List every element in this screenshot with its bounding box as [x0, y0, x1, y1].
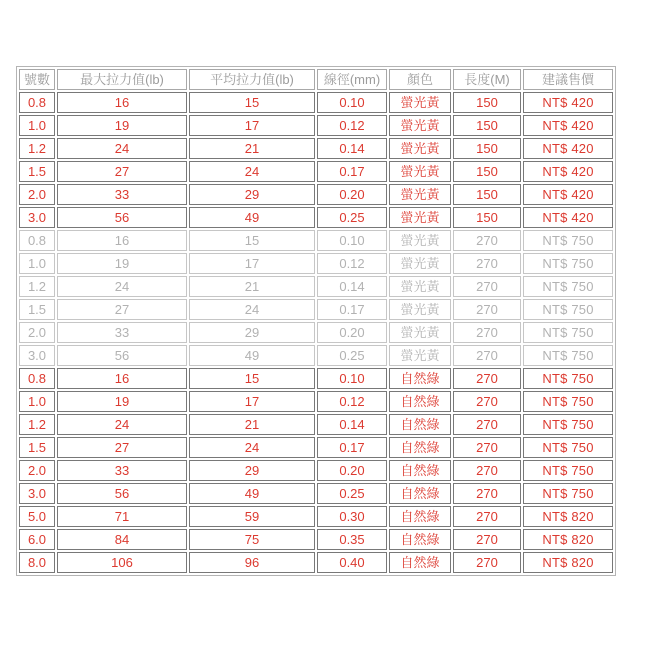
cell-price: NT$ 420 [523, 161, 613, 182]
cell-avg-strength: 24 [189, 437, 315, 458]
cell-diameter: 0.25 [317, 207, 387, 228]
cell-price: NT$ 750 [523, 322, 613, 343]
table-row [19, 345, 613, 366]
table-row [19, 506, 613, 527]
cell-diameter: 0.14 [317, 138, 387, 159]
cell-diameter: 0.14 [317, 414, 387, 435]
cell-color: 自然綠 [389, 552, 451, 573]
cell-length: 270 [453, 437, 521, 458]
cell-price: NT$ 750 [523, 230, 613, 251]
cell-color: 螢光黃 [389, 299, 451, 320]
cell-length: 270 [453, 253, 521, 274]
cell-max-strength: 16 [57, 368, 187, 389]
cell-price: NT$ 750 [523, 414, 613, 435]
table-row [19, 437, 613, 458]
cell-avg-strength: 21 [189, 138, 315, 159]
cell-size: 3.0 [19, 207, 55, 228]
cell-color: 螢光黃 [389, 184, 451, 205]
cell-color: 螢光黃 [389, 161, 451, 182]
cell-length: 270 [453, 230, 521, 251]
header-length: 長度(M) [453, 69, 521, 90]
cell-size: 1.2 [19, 138, 55, 159]
cell-max-strength: 56 [57, 345, 187, 366]
cell-avg-strength: 49 [189, 345, 315, 366]
cell-color: 自然綠 [389, 506, 451, 527]
cell-avg-strength: 96 [189, 552, 315, 573]
cell-size: 5.0 [19, 506, 55, 527]
cell-diameter: 0.20 [317, 460, 387, 481]
cell-avg-strength: 21 [189, 276, 315, 297]
cell-length: 150 [453, 207, 521, 228]
cell-size: 6.0 [19, 529, 55, 550]
cell-length: 270 [453, 460, 521, 481]
cell-size: 1.2 [19, 414, 55, 435]
cell-length: 270 [453, 322, 521, 343]
cell-price: NT$ 420 [523, 207, 613, 228]
cell-size: 1.0 [19, 253, 55, 274]
cell-diameter: 0.12 [317, 115, 387, 136]
cell-price: NT$ 820 [523, 506, 613, 527]
cell-length: 270 [453, 529, 521, 550]
table-row [19, 529, 613, 550]
cell-size: 2.0 [19, 184, 55, 205]
cell-avg-strength: 15 [189, 92, 315, 113]
cell-size: 2.0 [19, 322, 55, 343]
cell-size: 8.0 [19, 552, 55, 573]
cell-avg-strength: 17 [189, 115, 315, 136]
cell-avg-strength: 17 [189, 253, 315, 274]
table-row [19, 115, 613, 136]
cell-length: 270 [453, 345, 521, 366]
cell-diameter: 0.17 [317, 437, 387, 458]
cell-max-strength: 56 [57, 483, 187, 504]
cell-color: 螢光黃 [389, 230, 451, 251]
cell-price: NT$ 750 [523, 437, 613, 458]
cell-diameter: 0.17 [317, 299, 387, 320]
cell-size: 1.5 [19, 161, 55, 182]
cell-price: NT$ 750 [523, 391, 613, 412]
cell-avg-strength: 24 [189, 299, 315, 320]
table-row [19, 138, 613, 159]
cell-avg-strength: 29 [189, 184, 315, 205]
cell-color: 自然綠 [389, 391, 451, 412]
cell-color: 自然綠 [389, 437, 451, 458]
cell-length: 150 [453, 138, 521, 159]
cell-diameter: 0.20 [317, 322, 387, 343]
cell-color: 自然綠 [389, 529, 451, 550]
cell-price: NT$ 420 [523, 115, 613, 136]
table-row [19, 460, 613, 481]
table-row [19, 322, 613, 343]
cell-color: 螢光黃 [389, 138, 451, 159]
cell-diameter: 0.30 [317, 506, 387, 527]
cell-size: 1.2 [19, 276, 55, 297]
cell-max-strength: 16 [57, 230, 187, 251]
cell-max-strength: 33 [57, 322, 187, 343]
cell-length: 150 [453, 115, 521, 136]
cell-price: NT$ 750 [523, 276, 613, 297]
cell-size: 0.8 [19, 92, 55, 113]
table-row [19, 92, 613, 113]
table-row [19, 299, 613, 320]
table-row [19, 391, 613, 412]
cell-color: 自然綠 [389, 483, 451, 504]
table-row [19, 207, 613, 228]
cell-max-strength: 71 [57, 506, 187, 527]
header-max-strength: 最大拉力值(lb) [57, 69, 187, 90]
cell-size: 1.0 [19, 115, 55, 136]
cell-length: 270 [453, 552, 521, 573]
cell-max-strength: 84 [57, 529, 187, 550]
header-price: 建議售價 [523, 69, 613, 90]
cell-avg-strength: 17 [189, 391, 315, 412]
cell-max-strength: 33 [57, 460, 187, 481]
cell-price: NT$ 750 [523, 483, 613, 504]
cell-max-strength: 27 [57, 161, 187, 182]
cell-diameter: 0.40 [317, 552, 387, 573]
cell-max-strength: 19 [57, 115, 187, 136]
cell-length: 150 [453, 184, 521, 205]
table-body [19, 92, 613, 573]
cell-color: 螢光黃 [389, 276, 451, 297]
cell-max-strength: 19 [57, 253, 187, 274]
table-header-row [19, 69, 613, 90]
table-row [19, 230, 613, 251]
cell-color: 自然綠 [389, 414, 451, 435]
cell-diameter: 0.12 [317, 391, 387, 412]
cell-diameter: 0.17 [317, 161, 387, 182]
cell-color: 螢光黃 [389, 345, 451, 366]
cell-max-strength: 56 [57, 207, 187, 228]
cell-max-strength: 24 [57, 138, 187, 159]
cell-max-strength: 27 [57, 437, 187, 458]
cell-price: NT$ 420 [523, 184, 613, 205]
cell-price: NT$ 750 [523, 299, 613, 320]
table-row [19, 276, 613, 297]
cell-max-strength: 24 [57, 414, 187, 435]
cell-length: 270 [453, 368, 521, 389]
cell-length: 270 [453, 299, 521, 320]
cell-length: 270 [453, 414, 521, 435]
cell-max-strength: 16 [57, 92, 187, 113]
cell-diameter: 0.10 [317, 230, 387, 251]
cell-diameter: 0.14 [317, 276, 387, 297]
cell-avg-strength: 29 [189, 460, 315, 481]
cell-size: 1.5 [19, 437, 55, 458]
cell-max-strength: 24 [57, 276, 187, 297]
cell-price: NT$ 820 [523, 529, 613, 550]
cell-diameter: 0.12 [317, 253, 387, 274]
cell-avg-strength: 29 [189, 322, 315, 343]
cell-price: NT$ 750 [523, 345, 613, 366]
cell-diameter: 0.25 [317, 345, 387, 366]
cell-length: 270 [453, 391, 521, 412]
table-row [19, 184, 613, 205]
header-diameter: 線徑(mm) [317, 69, 387, 90]
cell-price: NT$ 420 [523, 138, 613, 159]
cell-length: 270 [453, 483, 521, 504]
spec-table [16, 66, 616, 576]
table-row [19, 483, 613, 504]
cell-avg-strength: 75 [189, 529, 315, 550]
cell-avg-strength: 49 [189, 483, 315, 504]
cell-color: 螢光黃 [389, 92, 451, 113]
table-row [19, 253, 613, 274]
cell-max-strength: 33 [57, 184, 187, 205]
cell-length: 150 [453, 92, 521, 113]
cell-price: NT$ 750 [523, 368, 613, 389]
cell-color: 螢光黃 [389, 322, 451, 343]
cell-size: 1.0 [19, 391, 55, 412]
cell-size: 2.0 [19, 460, 55, 481]
cell-size: 3.0 [19, 483, 55, 504]
table-row [19, 414, 613, 435]
table-row [19, 368, 613, 389]
cell-avg-strength: 24 [189, 161, 315, 182]
cell-length: 150 [453, 161, 521, 182]
cell-avg-strength: 15 [189, 368, 315, 389]
cell-length: 270 [453, 276, 521, 297]
cell-avg-strength: 49 [189, 207, 315, 228]
cell-price: NT$ 750 [523, 460, 613, 481]
table-row [19, 552, 613, 573]
cell-color: 螢光黃 [389, 207, 451, 228]
cell-diameter: 0.10 [317, 92, 387, 113]
cell-size: 1.5 [19, 299, 55, 320]
cell-max-strength: 27 [57, 299, 187, 320]
table-row [19, 161, 613, 182]
header-color: 顏色 [389, 69, 451, 90]
cell-price: NT$ 820 [523, 552, 613, 573]
cell-diameter: 0.35 [317, 529, 387, 550]
cell-diameter: 0.10 [317, 368, 387, 389]
cell-avg-strength: 15 [189, 230, 315, 251]
cell-color: 自然綠 [389, 460, 451, 481]
cell-price: NT$ 750 [523, 253, 613, 274]
cell-size: 0.8 [19, 230, 55, 251]
cell-color: 螢光黃 [389, 253, 451, 274]
cell-color: 自然綠 [389, 368, 451, 389]
header-size: 號數 [19, 69, 55, 90]
cell-size: 0.8 [19, 368, 55, 389]
cell-size: 3.0 [19, 345, 55, 366]
header-avg-strength: 平均拉力值(lb) [189, 69, 315, 90]
cell-diameter: 0.20 [317, 184, 387, 205]
cell-price: NT$ 420 [523, 92, 613, 113]
cell-length: 270 [453, 506, 521, 527]
cell-max-strength: 19 [57, 391, 187, 412]
cell-diameter: 0.25 [317, 483, 387, 504]
cell-color: 螢光黃 [389, 115, 451, 136]
cell-avg-strength: 59 [189, 506, 315, 527]
cell-avg-strength: 21 [189, 414, 315, 435]
cell-max-strength: 106 [57, 552, 187, 573]
